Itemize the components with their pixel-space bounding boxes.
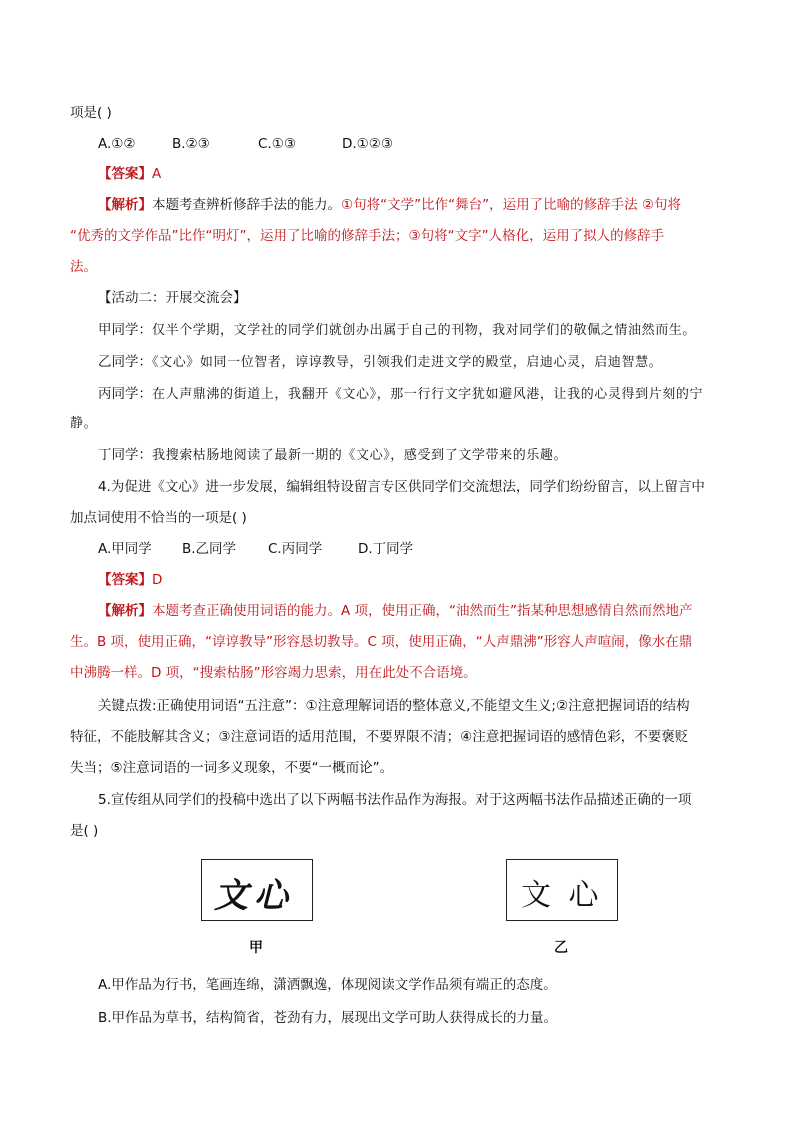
tips-line3: 失当；⑤注意词语的一词多义现象，不要“一概而论”。 bbox=[70, 760, 394, 776]
analysis-text: 本题考查正确使用词语的能力。A 项，使用正确，“油然而生”指某种思想感情自然而然地产 bbox=[152, 603, 693, 619]
tips-line2: 特征，不能肢解其含义；③注意词语的适用范围，不要界限不清；④注意把握词语的感情色彩，不要褒贬 bbox=[70, 729, 689, 745]
comment-name: 甲同学： bbox=[98, 322, 152, 338]
q3-option-a[interactable]: A.①② bbox=[98, 136, 136, 152]
caption-jia: 甲 bbox=[249, 940, 263, 956]
analysis-lead: 本题考查辨析修辞手法的能力。 bbox=[152, 197, 341, 213]
answer-value: D bbox=[152, 572, 163, 588]
comment-ding bbox=[98, 445, 567, 466]
answer-tag: 【答案】 bbox=[98, 166, 152, 182]
q3-analysis-line3: 法。 bbox=[70, 259, 97, 275]
answer-tag: 【答案】 bbox=[98, 572, 152, 588]
calligraphy-jia-frame bbox=[201, 859, 313, 921]
q4-options bbox=[98, 539, 413, 559]
comment-text: 《文心》如同一位智者，谆谆教导，引领我们走进文学的殿堂，启迪心灵，启迪智慧。 bbox=[152, 355, 663, 370]
comment-text: 仅半个学期，文学社的同学们就创办出属于自己的刊物，我对同学们的敬佩之情油然而生。 bbox=[152, 323, 697, 338]
q3-analysis-line2: “优秀的文学作品”比作“明灯”，运用了比喻的修辞手法；③句将“文字”人格化，运用了拟人的修辞手 bbox=[70, 228, 665, 244]
q4-analysis-line3: 中沸腾一样。D 项，“搜索枯肠”形容竭力思索，用在此处不合语境。 bbox=[70, 665, 477, 681]
q3-option-b[interactable]: B.②③ bbox=[172, 136, 210, 152]
q4-analysis-line2: 生。B 项，使用正确，“谆谆教导”形容恳切教导。C 项，使用正确，“人声鼎沸”形容人声喧闹，像水在鼎 bbox=[70, 634, 693, 650]
q4-option-c[interactable]: C.丙同学 bbox=[268, 541, 323, 557]
calligraphy-yi-frame bbox=[506, 859, 618, 921]
q4-answer bbox=[98, 570, 162, 590]
q5-option-a[interactable]: A.甲作品为行书，笔画连绵，潇洒飘逸，体现阅读文学作品须有端正的态度。 bbox=[98, 977, 557, 993]
analysis-tag: 【解析】 bbox=[98, 197, 152, 213]
comment-yi bbox=[98, 352, 662, 373]
activity2-title: 【活动二：开展交流会】 bbox=[98, 290, 247, 306]
q3-options bbox=[98, 134, 393, 154]
q5-option-b[interactable]: B.甲作品为草书，结构简省，苍劲有力，展现出文学可助人获得成长的力量。 bbox=[98, 1010, 558, 1026]
comment-text: 我搜索枯肠地阅读了最新一期的《文心》，感受到了文学带来的乐趣。 bbox=[152, 448, 568, 463]
q3-answer bbox=[98, 164, 161, 184]
q3-stem-tail: 项是( ) bbox=[70, 105, 112, 121]
comment-name: 丁同学： bbox=[98, 447, 152, 463]
comment-bing bbox=[98, 384, 703, 405]
q3-option-d[interactable]: D.①②③ bbox=[342, 136, 393, 152]
comment-jia bbox=[98, 320, 696, 341]
q4-stem-line2: 加点词使用不恰当的一项是( ) bbox=[70, 510, 247, 526]
q3-analysis-line1 bbox=[98, 195, 681, 215]
comment-name: 丙同学： bbox=[98, 386, 152, 402]
calligraphy-jia-text: 文心 bbox=[214, 876, 294, 916]
q5-stem-line2: 是( ) bbox=[70, 823, 99, 839]
answer-value: A bbox=[152, 166, 162, 182]
tips-line1: 关键点拨:正确使用词语“五注意”：①注意理解词语的整体意义,不能望文生义;②注意把握词语的结构 bbox=[98, 698, 690, 714]
caption-yi: 乙 bbox=[554, 940, 568, 956]
q4-option-b[interactable]: B.乙同学 bbox=[182, 541, 237, 557]
analysis-red-text: ①句将“文学”比作“舞台”，运用了比喻的修辞手法 ②句将 bbox=[341, 197, 681, 213]
comment-text: 在人声鼎沸的街道上，我翻开《文心》，那一行行文字犹如避风港，让我的心灵得到片刻的宁 bbox=[152, 387, 704, 402]
q4-stem-line1: 4.为促进《文心》进一步发展，编辑组特设留言专区供同学们交流想法，同学们纷纷留言，以上留言中 bbox=[98, 479, 705, 495]
analysis-tag: 【解析】 bbox=[98, 603, 152, 619]
q4-analysis-line1 bbox=[98, 601, 693, 621]
q4-option-a[interactable]: A.甲同学 bbox=[98, 541, 152, 557]
comment-name: 乙同学： bbox=[98, 354, 152, 370]
q5-stem-line1: 5.宣传组从同学们的投稿中选出了以下两幅书法作品作为海报。对于这两幅书法作品描述正确的一项 bbox=[98, 792, 692, 808]
q3-option-c[interactable]: C.①③ bbox=[258, 136, 296, 152]
q4-option-d[interactable]: D.丁同学 bbox=[358, 541, 414, 557]
comment-bing-cont: 静。 bbox=[70, 416, 98, 431]
calligraphy-yi-text: 文 心 bbox=[521, 878, 603, 913]
